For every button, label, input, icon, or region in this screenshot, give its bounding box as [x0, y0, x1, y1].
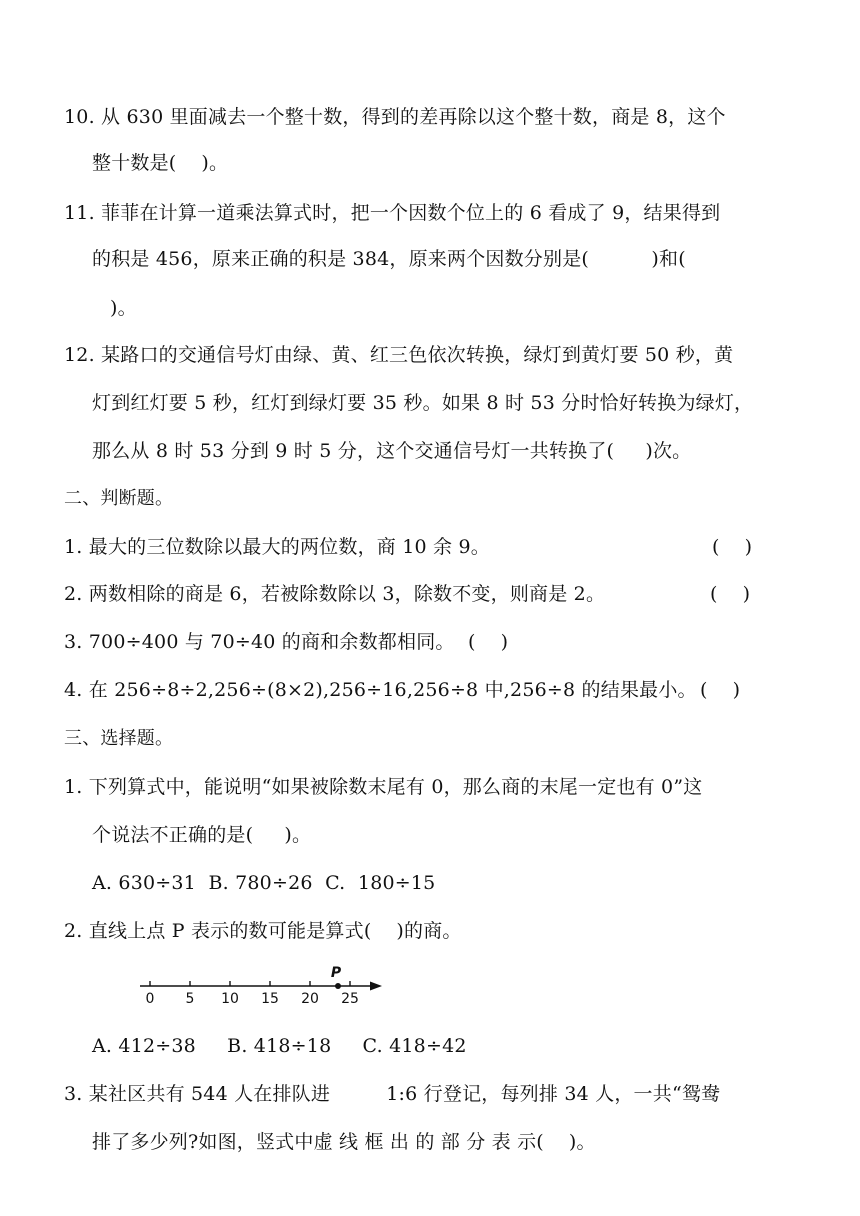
number-line-tick-label: 25: [341, 991, 359, 1006]
number-line-arrow-icon: [370, 982, 382, 991]
q10-line1: 10. 从 630 里面减去一个整十数，得到的差再除以这个整十数，商是 8，这个: [64, 106, 726, 128]
number-line-tick-label: 0: [145, 991, 155, 1006]
judge-answer-blank[interactable]: ( ): [710, 583, 751, 605]
judge-item-text: 3. 700÷400 与 70÷40 的商和余数都相同。: [64, 631, 455, 653]
q11-line1: 11. 菲菲在计算一道乘法算式时，把一个因数个位上的 6 看成了 9，结果得到: [64, 202, 721, 224]
point-p-label: P: [330, 965, 342, 981]
number-line-tick-label: 10: [221, 991, 239, 1006]
choice-q3-line1: 3. 某社区共有 544 人在排队进 1:6 行登记，每列排 34 人，一共“鸳鸯: [64, 1083, 721, 1105]
judge-answer-blank[interactable]: ( ): [700, 679, 741, 701]
judge-answer-blank[interactable]: ( ): [468, 631, 509, 653]
q12-line3: 那么从 8 时 53 分到 9 时 5 分，这个交通信号灯一共转换了( )次。: [92, 440, 692, 462]
number-line-tick-label: 15: [261, 991, 279, 1006]
choice-q2-options: A. 412÷38 B. 418÷18 C. 418÷42: [92, 1035, 467, 1057]
choice-q2-line1: 2. 直线上点 P 表示的数可能是算式( )的商。: [64, 920, 462, 942]
choice-q1-line1: 1. 下列算式中，能说明“如果被除数末尾有 0，那么商的末尾一定也有 0”这: [64, 776, 703, 798]
choice-q3-line2: 排了多少列?如图，竖式中虚 线 框 出 的 部 分 表 示( )。: [92, 1131, 596, 1153]
judge-answer-blank[interactable]: ( ): [712, 536, 753, 558]
choice-q1-options: A. 630÷31 B. 780÷26 C. 180÷15: [92, 872, 436, 894]
judge-heading: 二、判断题。: [64, 488, 174, 509]
q10-line2: 整十数是( )。: [92, 152, 229, 174]
judge-item-text: 2. 两数相除的商是 6，若被除数除以 3，除数不变，则商是 2。: [64, 583, 606, 605]
q12-line2: 灯到红灯要 5 秒，红灯到绿灯要 35 秒。如果 8 时 53 分时恰好转换为绿灯，: [92, 392, 754, 414]
q11-line2: 的积是 456，原来正确的积是 384，原来两个因数分别是( )和(: [92, 248, 686, 270]
number-line-tick-label: 20: [301, 991, 319, 1006]
choice-heading: 三、选择题。: [64, 728, 174, 749]
number-line: [136, 962, 396, 1006]
choice-q1-line2: 个说法不正确的是( )。: [92, 824, 312, 846]
judge-item-text: 4. 在 256÷8÷2,256÷(8×2),256÷16,256÷8 中,256÷8 的结果最小。: [64, 679, 697, 701]
point-p-marker: [335, 983, 341, 989]
q12-line1: 12. 某路口的交通信号灯由绿、黄、红三色依次转换，绿灯到黄灯要 50 秒，黄: [64, 344, 734, 366]
number-line-tick-label: 5: [185, 991, 195, 1006]
q11-line3: )。: [110, 297, 137, 319]
judge-item-text: 1. 最大的三位数除以最大的两位数，商 10 余 9。: [64, 536, 490, 558]
